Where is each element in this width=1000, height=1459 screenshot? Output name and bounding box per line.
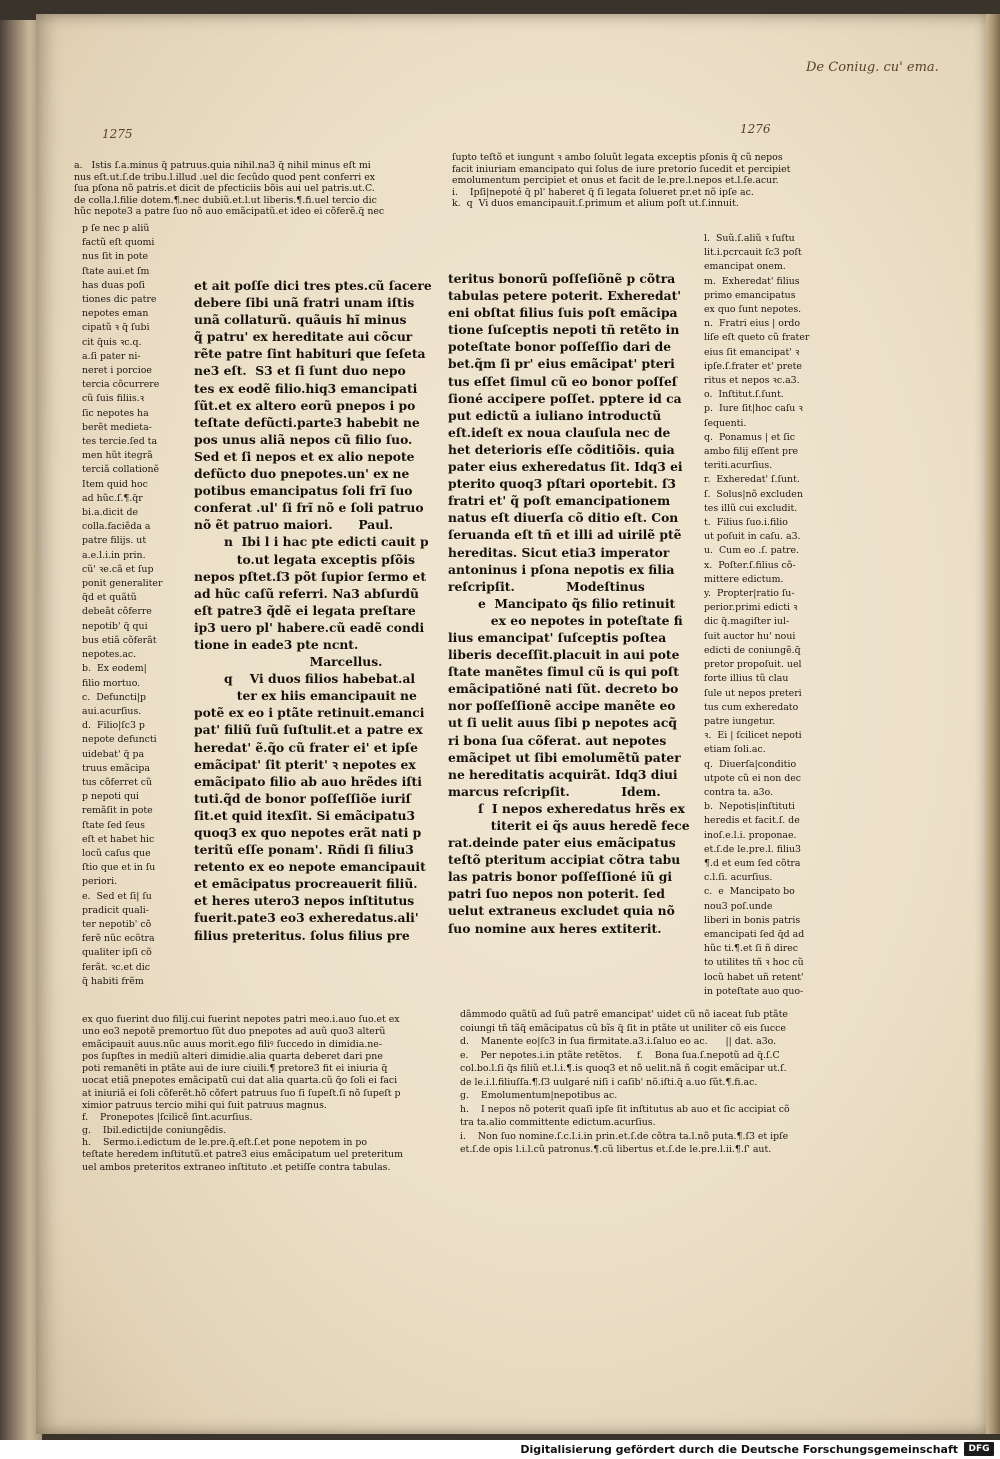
gloss-line: k. q Vi duos emancipauit.ſ.primum et alium poſt ut.ſ.innuit. (452, 198, 739, 209)
main-text-line: Sed et ſi nepos et ex alio nepote (194, 448, 415, 464)
main-text-line: tione in eade3 pte ncnt. (194, 636, 359, 652)
margin-gloss-line: l. Suũ.ſ.aliũ ꝛ ſuſtu (704, 233, 795, 244)
main-text-line: ſeruanda eſt tñ et illi ad uirilẽ ptẽ (448, 527, 682, 543)
margin-gloss-line: a.ſi pater ni- (82, 350, 141, 362)
main-text-line: emãcipatiõné nati ſũt. decreto bo (448, 681, 679, 697)
main-text-line: ſ I nepos exheredatus hrẽs ex (448, 800, 685, 816)
gloss-line: dãmmodo quãtũ ad ſuũ patrẽ emancipat' uidet cũ nõ iaceat ſub ptãte (460, 1009, 788, 1020)
footer-bar (0, 1440, 1000, 1459)
margin-gloss-line: nepotib' q̃ qui (82, 620, 148, 632)
margin-gloss-line: ad hũc.ſ.¶.q̃r (82, 492, 143, 504)
main-text-line: q̃ patru' ex hereditate aui cõcur (194, 329, 413, 345)
margin-gloss-line: qualiter ipſi cõ (82, 947, 152, 959)
main-text-line: ex eo nepotes in poteſtate fi (448, 612, 683, 628)
margin-gloss-line: forte illius tũ clau (704, 673, 789, 685)
main-text-line: tabulas petere poterit. Exheredat' (448, 288, 682, 304)
main-text-line: eſt.ideſt ex noua clauſula nec de (448, 424, 671, 440)
margin-gloss-line: etiam ſoli.ac. (704, 744, 766, 756)
gloss-line: g. Emolumentum|nepotibus ac. (460, 1090, 618, 1101)
margin-gloss-line: q. Ponamus | et ſic (704, 431, 796, 443)
main-text-line: lius emancipat' ſuſceptis poſtea (448, 629, 667, 645)
bottom-gloss-right (460, 1008, 850, 1157)
margin-gloss-line: primo emancipatus (704, 289, 796, 301)
margin-gloss-line: cũ ſuis filiis.ꝛ (82, 393, 145, 405)
main-text-line: natus eſt diuerſa cõ ditio eſt. Con (448, 510, 679, 526)
main-text-line: pater eius exheredatus ſit. Idq3 ei (448, 459, 683, 475)
margin-gloss-line: p nepoti qui (82, 791, 139, 803)
margin-gloss-line: ter nepotib' cõ (82, 918, 152, 930)
margin-gloss-line: ſtate aui.et ſm (82, 265, 150, 277)
margin-gloss-line: c. e Mancipato bo (704, 886, 795, 898)
margin-gloss-line: eius ſit emancipat' ꝛ (704, 346, 800, 358)
main-text-line: put edictũ a iuliano introductũ (448, 407, 662, 423)
margin-gloss-line: utpote cũ ei non dec (704, 772, 802, 784)
top-gloss-right (452, 152, 852, 210)
main-text-line: retento ex eo nepote emancipauit (194, 859, 426, 875)
folio-number-right: 1276 (740, 122, 771, 136)
main-text-line: ſioné accipere poſſet. pptere id ca (448, 390, 682, 406)
main-text-line: eſt patre3 q̃dẽ ei legata preſtare (194, 602, 416, 618)
main-text-line: unã collaturũ. quãuis hĩ minus (194, 312, 407, 328)
gloss-line: at iniuriã ei ſoli cõferẽt.hõ cõfert patruus ſuo ſi ſupeſt.ſi nõ ſupeſt p (82, 1087, 401, 1099)
margin-gloss-line: t. Filius ſuo.i.filio (704, 517, 788, 529)
margin-gloss-line: in poteſtate auo quo- (704, 985, 804, 997)
margin-gloss-line: pradicit quali- (82, 904, 149, 916)
main-text-line: marcus reſcripſit. Idem. (448, 783, 661, 799)
gloss-line: e. Per nepotes.i.in ptãte retẽtos. f. Bona ſua.ſ.nepotũ ad q̃.ſ.C (460, 1049, 780, 1061)
main-text-line: tione ſuſceptis nepoti tñ retẽto in (448, 322, 680, 338)
margin-gloss-line: contra ta. a3o. (704, 786, 774, 798)
margin-gloss-line: edicti de coniungẽ.q̃ (704, 644, 801, 656)
margin-gloss-line: nepote defuncti (82, 734, 157, 746)
dfg-logo: DFG (964, 1442, 994, 1456)
margin-gloss-line: q̃d et quãtũ (82, 592, 137, 604)
gloss-line: pos ſupſtes in mediũ alteri dimidie.alia quarta deberet dari pne (82, 1050, 383, 1062)
main-text-line: ne hereditatis acquirãt. Idq3 diui (448, 766, 678, 782)
margin-gloss-line: nepotes eman (82, 308, 149, 320)
gloss-line: tra ta.alio committente edictum.acurſius. (460, 1117, 656, 1128)
margin-gloss-line: colla.faciẽda a (82, 521, 151, 533)
gloss-line: f. Pronepotes |ſcilicẽ ſint.acurſius. (82, 1112, 253, 1124)
margin-gloss-line: x. Poſter.ſ.filius cõ- (704, 559, 796, 571)
gloss-line: h. Sermo.i.edictum de le.pre.q̃.eſt.ſ.et pone nepotem in po (82, 1136, 368, 1148)
margin-gloss-line: ſic nepotes ha (82, 407, 149, 419)
margin-gloss-line: ſuit auctor hu' noui (704, 630, 796, 642)
margin-gloss-line: cũ' ꝛe.cã et ſup (82, 563, 154, 575)
main-text-line: hereditas. Sicut etia3 imperator (448, 544, 670, 560)
running-head-handwritten: De Coniug. cu' ema. (806, 60, 939, 75)
margin-gloss-line: aui.acurſius. (82, 705, 142, 717)
main-text-line: Marcellus. (194, 654, 383, 670)
gloss-line: poti remanẽti in ptãte aui de iure ciuili.¶ pretore3 fit ei iniuria q̃ (82, 1063, 388, 1075)
gloss-line: a. Istis ſ.a.minus q̃ patruus.quia nihil.na3 q̃ nihil minus eſt mi (74, 160, 371, 171)
margin-gloss-line: periori. (82, 876, 118, 888)
main-text-line: to.ut legata exceptis pſõis (194, 551, 415, 567)
main-text-line: bet.q̃m ſi pr' eius emãcipat' pteri (448, 356, 675, 372)
margin-gloss-line: nepotes.ac. (82, 649, 137, 661)
main-text-line: ri bona ſua cõferat. aut nepotes (448, 732, 667, 748)
margin-gloss-line: ꝛ. Ei | ſcilicet nepoti (704, 730, 802, 742)
main-text-line: et emãcipatus procreauerit filiũ. (194, 876, 418, 892)
main-text-column-2 (448, 270, 710, 937)
main-text-line: debere ſibi unã fratri unam iſtis (194, 295, 415, 311)
margin-gloss-line: d. Filio|ſc3 p (82, 720, 145, 732)
main-text-line: ſũt.et ex altero eorũ pnepos i po (194, 397, 416, 413)
margin-gloss-line: locũ caſus que (82, 847, 151, 859)
margin-gloss-line: debeãt cõferre (82, 606, 152, 618)
margin-gloss-line: r. Exheredat' ſ.ſunt. (704, 474, 800, 486)
page-stack-edge (986, 14, 1000, 1434)
margin-gloss-line: a.e.l.i.in prin. (82, 549, 146, 561)
gloss-line: i. Ipſi|nepoté q̃ pl' haberet q̃ ſi legata ſolueret pr.et nõ ipſe ac. (452, 186, 754, 198)
main-text-line: n Ibi l i hac pte edicti cauit p (194, 534, 429, 550)
margin-gloss-line: teriti.acurſius. (704, 460, 773, 472)
margin-gloss-line: ferẽ nũc ecõtra (82, 933, 155, 945)
margin-gloss-line: tes illũ cui excludit. (704, 502, 798, 514)
main-text-line: las patris bonor poſſeſſioné iũ gi (448, 869, 673, 885)
top-gloss-left (74, 160, 454, 218)
gloss-line: emolumentum percipiet et onus et facit de le.pre.l.nepos et.l.ſe.acur. (452, 175, 779, 186)
margin-gloss-line: liſe eſt queto cũ frater (704, 332, 810, 344)
margin-gloss-line: o. Inſtitut.ſ.ſunt. (704, 389, 784, 401)
margin-gloss-line: remãſit in pote (82, 805, 153, 817)
margin-gloss-line: ¶.d et eum ſed cõtra (704, 857, 801, 869)
margin-gloss-line: nou3 poſ.unde (704, 900, 773, 912)
main-text-line: ip3 uero pl' habere.cũ eadẽ condi (194, 619, 425, 635)
gloss-line: uocat etiã pnepotes emãcipatũ cui dat alia quarta.cũ q̃o ſoli ei faci (82, 1075, 398, 1087)
main-text-line: potibus emancipatus ſoli frĩ ſuo (194, 483, 413, 499)
gloss-line: hũc nepote3 a patre ſuo nõ auo emãcipatũ.et ideo ei cõferẽ.q̃ nec (74, 206, 385, 217)
margin-gloss-line: ambo filij eſſent pre (704, 446, 799, 458)
margin-gloss-line: m. Exheredat' filius (704, 275, 800, 287)
margin-gloss-line: pretor propoſuit. uel (704, 659, 802, 671)
main-text-line: teritus bonorũ poſſeſiõnẽ p cõtra (448, 271, 676, 286)
main-text-line: rẽte patre ſint habituri que ſeſeta (194, 346, 426, 362)
margin-gloss-line: ſtio que et in ſu (82, 862, 156, 874)
margin-gloss-line: heredis et facit.ſ. de (704, 815, 800, 827)
margin-gloss-line: truus emãcipa (82, 762, 150, 774)
margin-gloss-line: c.l.ſi. acurſius. (704, 872, 773, 884)
margin-gloss-line: eſt et habet hic (82, 833, 155, 845)
gloss-line: uel ambos preteritos extraneo inſtituto .et petiſſe contra tabulas. (82, 1161, 391, 1173)
gloss-line: uno eo3 nepotẽ premortuo ſũt duo pnepotes ad auũ quo3 alterũ (82, 1026, 386, 1038)
main-text-line: teritũ eſſe ponam'. Rñdi ſi filiu3 (194, 842, 414, 858)
margin-gloss-line: ſtate ſed ſeus (82, 819, 145, 831)
digitization-credit: Digitalisierung gefördert durch die Deutsche Forschungsgemeinschaft (520, 1443, 958, 1456)
main-text-line: emãcipat' ſit pterit' ꝛ nepotes ex (194, 756, 416, 772)
gloss-line: de colla.l.filie dotem.¶.nec dubiũ.et.l.ut liberis.¶.fi.uel tercio dic (74, 194, 377, 206)
gloss-line: i. Non ſuo nomine.ſ.c.l.i.in prin.et.ſ.de cõtra ta.l.nõ puta.¶.ſ3 et ipſe (460, 1130, 789, 1142)
main-text-line: nõ ẽt patruo maiori. Paul. (194, 517, 394, 533)
margin-gloss-line: liberi in bonis patris (704, 914, 801, 926)
gloss-line: g. Ibil.edicti|de coniungẽdis. (82, 1124, 227, 1136)
main-text-column-1 (194, 277, 444, 944)
main-text-line: conferat .ul' ſi frĩ nõ e ſoli patruo (194, 500, 424, 516)
margin-gloss-line: to utilites tñ ꝛ hoc cũ (704, 957, 804, 969)
main-text-line: ad hũc caſũ referri. Na3 abſurdũ (194, 585, 419, 601)
margin-gloss-line: terciã collationẽ (82, 464, 160, 476)
margin-gloss-line: n. Fratri eius | ordo (704, 318, 801, 330)
main-text-line: het deterioris eſſe cõditiõis. quia (448, 441, 675, 457)
main-text-line: rat.deinde pater eius emãcipatus (448, 835, 676, 851)
gloss-line: coiungi tñ tãq̃ emãcipatus cũ bĩs q̃ ſit in ptãte ut uniliter cõ eis ſucce (460, 1022, 786, 1034)
main-text-line: tes ex eodẽ filio.hiq3 emancipati (194, 380, 418, 396)
main-text-line: eni obſtat filius ſuis poſt emãcipa (448, 305, 678, 321)
main-text-line: ter ex hiis emancipauit ne (194, 688, 417, 704)
margin-gloss-line: filio mortuo. (82, 677, 141, 689)
main-text-line: antoninus i pſona nepotis ex filia (448, 561, 675, 577)
margin-gloss-line: bus etiã cõferãt (82, 634, 157, 646)
main-text-line: titerit ei q̃s auus heredẽ fece (448, 818, 690, 833)
gloss-line: teſtate heredem inſtitutũ.et patre3 eius emãcipatum uel preteritum (82, 1149, 403, 1161)
main-text-line: ſtate manẽtes ſimul cũ is qui poſt (448, 664, 679, 680)
main-text-line: nor poſſeſſionẽ accipe manẽte eo (448, 698, 676, 714)
margin-gloss-line: b. Nepotis|inſtituti (704, 801, 795, 813)
margin-gloss-line: c. Defuncti|p (82, 691, 146, 703)
margin-gloss-line: tus cum exheredato (704, 701, 799, 713)
gloss-line: et.ſ.de opis l.i.l.cũ patronus.¶.cũ libertus et.ſ.de le.pre.l.ii.¶.ſ' aut. (460, 1144, 772, 1155)
margin-gloss-line: et.ſ.de le.pre.l. filiu3 (704, 843, 802, 855)
margin-gloss-line: ſule ut nepos preteri (704, 687, 802, 699)
main-text-line: reſcripſit. Modeſtinus (448, 578, 645, 594)
main-text-line: potẽ ex eo i ptãte retinuit.emanci (194, 705, 425, 721)
margin-gloss-line: berẽt medieta- (82, 421, 152, 433)
gloss-line: ex quo fuerint duo filij.cui fuerint nepotes patri meo.i.auo ſuo.et ex (82, 1014, 400, 1025)
margin-gloss-line: cit q̃uis ꝛc.q. (82, 336, 142, 348)
margin-gloss-line: hũc ti.¶.et ſi ñ direc (704, 943, 799, 955)
margin-gloss-line: patre filijs. ut (82, 535, 147, 547)
right-margin-gloss (704, 232, 844, 999)
margin-gloss-line: p. Iure ſit|hoc caſu ꝛ (704, 403, 803, 415)
margin-gloss-line: inoſ.e.l.i. proponae. (704, 829, 797, 841)
main-text-line: filius preteritus. ſolus filius pre (194, 927, 410, 943)
gloss-line: facit iniuriam emancipato qui ſolus de iure pretorio ſucedit et percipiet (452, 163, 791, 175)
main-text-line: quoq3 ex quo nepotes erãt nati p (194, 825, 422, 840)
main-text-line: uelut extraneus excludet quia nõ (448, 903, 675, 919)
main-text-line: q Vi duos filios habebat.al (194, 671, 416, 687)
gloss-line: nus eſt.ut.ſ.de tribu.l.illud .uel dic ſecũdo quod pent conferri ex (74, 171, 376, 183)
left-margin-gloss (82, 222, 192, 989)
margin-gloss-line: factũ eſt quomi (82, 237, 155, 249)
margin-gloss-line: tes tercie.ſed ta (82, 436, 158, 448)
margin-gloss-line: lit.i.pcrcauit ſc3 poſt (704, 247, 802, 259)
margin-gloss-line: uidebat' q̃ pa (82, 748, 145, 760)
main-text-line: ne3 eſt. S3 et ſi ſunt duo nepo (194, 363, 406, 379)
margin-gloss-line: bi.a.dicit de (82, 507, 139, 519)
main-text-line: ut ſi uelit auus ſibi p nepotes acq̃ (448, 715, 677, 731)
margin-gloss-line: e. Sed et ſi| ſu (82, 890, 152, 902)
margin-gloss-line: mittere edictum. (704, 573, 784, 585)
margin-gloss-line: ipſe.ſ.frater et' prete (704, 360, 802, 372)
main-text-line: ſit.et quid itexſit. Si emãcipatu3 (194, 807, 416, 823)
gloss-line: col.bo.l.ſi q̃s filiũ et.l.i.¶.is quoq3 et nõ uelit.nã ñ cogit emãcipar ut.ſ. (460, 1063, 787, 1074)
margin-gloss-line: q̃ habiti frẽm (82, 975, 144, 987)
main-text-line: et heres utero3 nepos inſtitutus (194, 893, 415, 909)
main-text-line: e Mancipato q̃s filio retinuit (448, 595, 676, 611)
main-text-line: poteſtate bonor poſſeſſio dari de (448, 339, 672, 355)
margin-gloss-line: ritus et nepos ꝛc.a3. (704, 375, 800, 387)
main-text-line: defũcto duo pnepotes.un' ex ne (194, 466, 410, 482)
margin-gloss-line: patre iungetur. (704, 715, 776, 727)
margin-gloss-line: ex quo ſunt nepotes. (704, 304, 802, 316)
main-text-line: et ait poſſe dici tres ptes.cũ ſacere (194, 278, 432, 293)
margin-gloss-line: u. Cum eo .ſ. patre. (704, 545, 800, 557)
margin-gloss-line: ponit generaliter (82, 578, 163, 590)
main-text-line: teſtõ pteritum accipiat cõtra tabu (448, 852, 681, 868)
main-text-line: pat' filiũ ſuũ ſuſtulit.et a patre ex (194, 722, 423, 738)
main-text-line: patri ſuo nepos non poterit. ſed (448, 886, 665, 902)
margin-gloss-line: dic q̃.magiſter iul- (704, 616, 790, 628)
margin-gloss-line: cipatũ ꝛ q̃ ſubi (82, 322, 150, 334)
gloss-line: d. Manente eo|ſc3 in ſua firmitate.a3.i.ſaluo eo ac. || dat. a3o. (460, 1036, 777, 1047)
margin-gloss-line: ſ. Solus|nõ excluden (704, 488, 803, 500)
main-text-line: ſuo nomine aux heres extiterit. (448, 920, 662, 936)
margin-gloss-line: emancipat onem. (704, 261, 786, 273)
bottom-gloss-left (82, 1014, 452, 1174)
main-text-line: tuti.q̃d de bonor poſſeſſiõe iuriſ (194, 790, 411, 806)
main-text-line: emãcipato filio ab auo hrẽdes iſti (194, 773, 422, 789)
book-page (36, 14, 988, 1434)
margin-gloss-line: tus cõferret cũ (82, 776, 153, 788)
margin-gloss-line: p ſe nec p aliũ (82, 223, 150, 234)
main-text-line: liberis deceſſit.placuit in aui pote (448, 647, 680, 663)
margin-gloss-line: ut poſuit in caſu. a3. (704, 531, 801, 543)
gloss-line: de le.i.l.filiuſſa.¶.ſ3 uulgaré niſi i caſib' nõ.iſti.q̃ a.uo ſũt.¶.fi.ac. (460, 1076, 758, 1088)
margin-gloss-line: neret i porcioe (82, 365, 152, 377)
gloss-line: h. I nepos nõ poterit quaſi ipſe ſit inſtitutus ab auo et ſic accipiat cõ (460, 1103, 790, 1115)
folio-number-left: 1275 (102, 127, 133, 141)
margin-gloss-line: perior.primi edicti ꝛ (704, 602, 798, 614)
margin-gloss-line: ſequenti. (704, 417, 747, 429)
main-text-line: heredat' ẽ.q̃o cũ frater ei' et ipſe (194, 739, 418, 755)
main-text-line: pterito quoq3 pſtari oportebit. ſ3 (448, 476, 676, 492)
main-text-line: tus eſſet ſimul cũ eo bonor poſſeſ (448, 373, 678, 389)
margin-gloss-line: men hũt itegrã (82, 450, 153, 462)
margin-gloss-line: tercia cõcurrere (82, 379, 160, 391)
main-text-line: pos unus aliã nepos cũ filio ſuo. (194, 431, 413, 447)
margin-gloss-line: ferãt. ꝛc.et dic (82, 961, 151, 973)
main-text-line: teſtate defũcti.parte3 habebit ne (194, 414, 420, 430)
margin-gloss-line: b. Ex eodem| (82, 663, 147, 675)
main-text-line: fuerit.pate3 eo3 exheredatus.ali' (194, 910, 419, 926)
gloss-line: ſua pſona nõ patris.et dicit de pfecticiis bõis aui uel patris.ut.C. (74, 183, 375, 194)
margin-gloss-line: Item quid hoc (82, 478, 148, 490)
gloss-line: emãcipauit auus.nũc auus morit.ego filiꝰ ſuccedo in dimidia.ne- (82, 1038, 383, 1050)
main-text-line: nepos pſtet.ſ3 põt ſupior ſermo et (194, 568, 427, 584)
margin-gloss-line: tiones dic patre (82, 294, 157, 306)
margin-gloss-line: locũ habet uñ retent' (704, 971, 804, 983)
margin-gloss-line: q. Diuerſa|conditio (704, 758, 797, 770)
main-text-line: fratri et' q̃ poſt emancipationem (448, 493, 671, 509)
gloss-line: ximior patruus tercio mihi qui ſuit patruus magnus. (82, 1100, 327, 1112)
gloss-line: ſupto teſtõ et iungunt ꝛ ambo ſoluũt legata exceptis pſonis q̃ cũ nepos (452, 152, 783, 163)
margin-gloss-line: y. Propter|ratio ſu- (704, 588, 795, 600)
margin-gloss-line: has duas poſi (82, 279, 145, 291)
margin-gloss-line: nus ſit in pote (82, 251, 149, 263)
margin-gloss-line: emancipati ſed q̃d ad (704, 928, 805, 940)
main-text-line: emãcipet ut ſibi emolumẽtũ pater (448, 749, 681, 765)
